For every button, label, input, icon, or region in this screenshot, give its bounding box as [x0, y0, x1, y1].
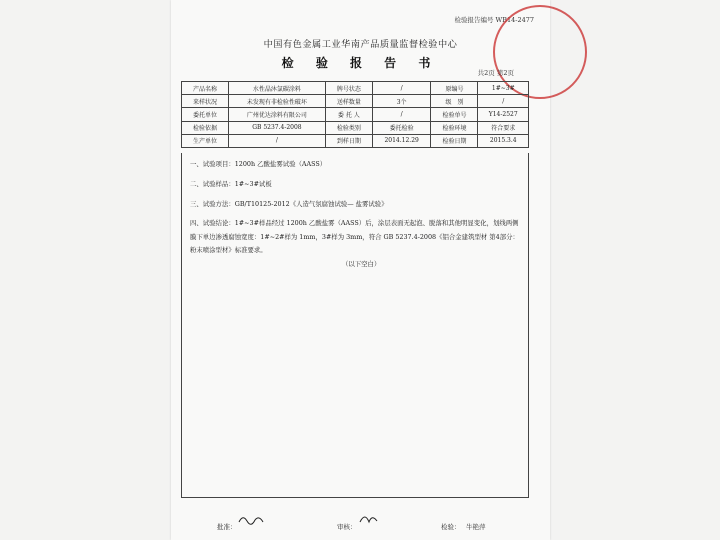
table-row [182, 95, 529, 108]
table-label: 级 别 [431, 95, 478, 108]
approve-label: 批准： [217, 523, 237, 531]
table-value: / [372, 108, 431, 121]
table-value: GB 5237.4-2008 [229, 121, 326, 134]
table-label: 委 托 人 [325, 108, 372, 121]
table-value: / [478, 95, 529, 108]
table-value: 3个 [372, 95, 431, 108]
approve-signature-icon [237, 512, 267, 528]
table-value: 未发现有非检验性破坏 [229, 95, 326, 108]
results-box [181, 153, 529, 498]
page-count: 共2页 第2页 [477, 69, 514, 77]
table-label: 检验单号 [431, 108, 478, 121]
table-row [182, 82, 529, 95]
inspector-name: 牛艳萍 [466, 523, 486, 531]
table-label: 送样数量 [325, 95, 372, 108]
table-value: 2015.3.4 [478, 134, 529, 147]
side-seal-icon [681, 180, 720, 294]
table-value: / [229, 134, 326, 147]
table-value: 1#~3# [478, 82, 529, 95]
table-label: 来样状况 [182, 95, 229, 108]
page-title: 检 验 报 告 书 [281, 56, 440, 70]
table-label: 牌号状态 [325, 82, 372, 95]
inspect-label: 检验： [441, 523, 461, 531]
table-label: 原编号 [431, 82, 478, 95]
table-label: 产品名称 [182, 82, 229, 95]
table-value: 委托检验 [372, 121, 431, 134]
table-value: 水性晶沐氯碳涂料 [229, 82, 326, 95]
review-signature-icon [357, 510, 381, 528]
organization-name: 中国有色金属工业华南产品质量监督检验中心 [263, 39, 458, 50]
table-label: 生产单位 [182, 134, 229, 147]
table-label: 检验类别 [325, 121, 372, 134]
table-value: / [372, 82, 431, 95]
table-label: 检验依据 [182, 121, 229, 134]
review-label: 审核： [337, 523, 357, 531]
table-label: 检验日期 [431, 134, 478, 147]
table-row [182, 134, 529, 147]
table-label: 到样日期 [325, 134, 372, 147]
test-conclusion: 四、试验结论：1#~3#样品经过 1200h 乙酸盐雾（AASS）后，涂层表面无起泡、脱落和其他明显变化，划线两侧膜下单边渗透腐蚀宽度：1#~2#样为 1mm，3#样为 3mm，符合 GB 5237.4-2008《铝合金建筑型材 第4部分：粉末喷涂型材》标准要求。 [190, 219, 519, 254]
table-value: 符合要求 [478, 121, 529, 134]
report-number: 检验报告编号 WB14-2477 [454, 16, 534, 24]
table-value: 广州优达涂料有限公司 [229, 108, 326, 121]
test-sample: 二、试验样品：1#~3#试板 [190, 180, 272, 188]
test-item: 一、试验项目：1200h 乙酸盐雾试验（AASS） [190, 160, 327, 168]
table-value: Y14-2527 [478, 108, 529, 121]
table-row [182, 121, 529, 134]
info-table [181, 81, 529, 148]
table-label: 委托单位 [182, 108, 229, 121]
blank-note: （以下空白） [342, 260, 381, 268]
table-label: 检验环境 [431, 121, 478, 134]
report-page [171, 0, 550, 540]
table-row [182, 108, 529, 121]
table-value: 2014.12.29 [372, 134, 431, 147]
test-method: 三、试验方法：GB/T10125-2012《人造气氛腐蚀试验— 盐雾试验》 [190, 200, 388, 208]
